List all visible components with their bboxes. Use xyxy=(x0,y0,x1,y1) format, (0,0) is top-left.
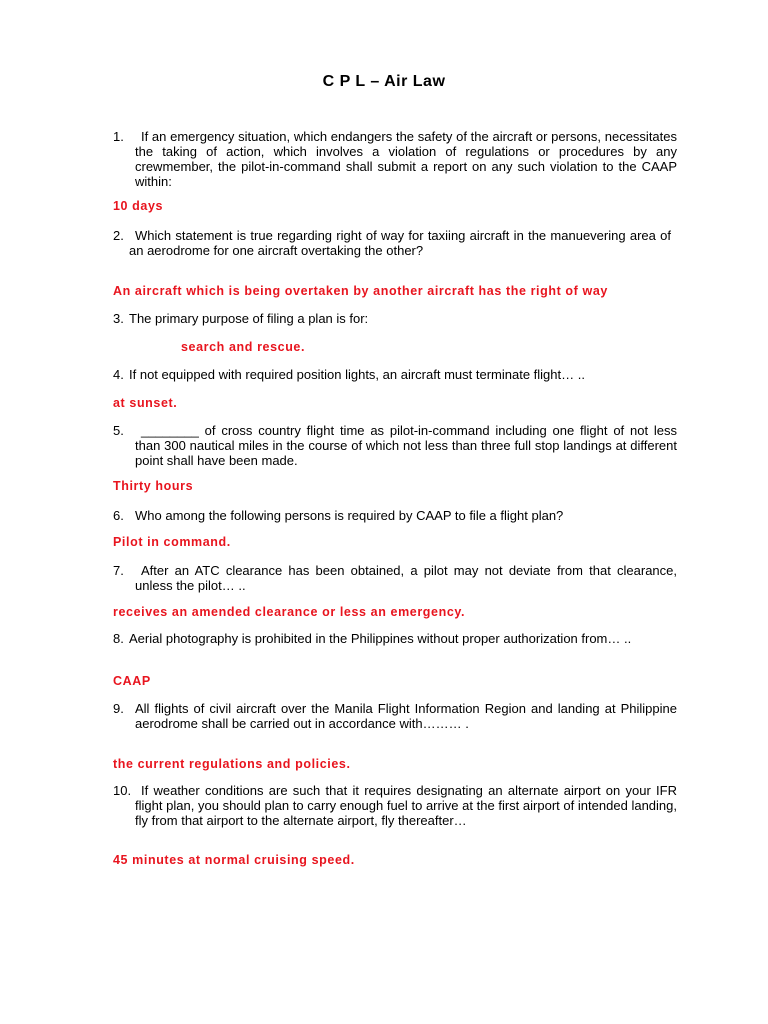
question-number: 3. xyxy=(113,311,124,326)
question-2 xyxy=(113,228,671,258)
question-text: If weather conditions are such that it requires designating an alternate airport on your IFR flight plan, you should plan to carry enough fuel to arrive at the first airport of intended landing, fly from that airport to the alternate airport, fly thereafter… xyxy=(135,783,677,828)
question-number: 8. xyxy=(113,631,124,646)
answer-6: Pilot in command. xyxy=(113,535,231,549)
question-6 xyxy=(113,508,677,523)
question-text: After an ATC clearance has been obtained, a pilot may not deviate from that clearance, unless the pilot… .. xyxy=(135,563,677,593)
question-4 xyxy=(113,367,671,382)
question-text: The primary purpose of filing a plan is for: xyxy=(129,311,369,326)
answer-5: Thirty hours xyxy=(113,479,194,493)
answer-8: CAAP xyxy=(113,674,151,688)
answer-4: at sunset. xyxy=(113,396,178,410)
question-text: All flights of civil aircraft over the Manila Flight Information Region and landing at Philippine aerodrome shall be carried out in accordance with……… . xyxy=(135,701,677,731)
question-1 xyxy=(113,129,677,189)
question-number: 5. xyxy=(113,423,124,438)
question-text: Which statement is true regarding right of way for taxiing aircraft in the manuevering area of an aerodrome for one aircraft overtaking the other? xyxy=(129,228,671,258)
answer-10: 45 minutes at normal cruising speed. xyxy=(113,853,355,867)
answer-2: An aircraft which is being overtaken by another aircraft has the right of way xyxy=(113,284,608,298)
question-3 xyxy=(113,311,671,326)
answer-9: the current regulations and policies. xyxy=(113,757,351,771)
fill-in-blank: ________ xyxy=(141,423,199,438)
question-5 xyxy=(113,423,677,468)
question-text: Aerial photography is prohibited in the Philippines without proper authorization from… .. xyxy=(129,631,632,646)
question-number: 10. xyxy=(113,783,132,798)
question-number: 9. xyxy=(113,701,124,716)
question-text: If not equipped with required position lights, an aircraft must terminate flight… .. xyxy=(129,367,585,382)
question-7 xyxy=(113,563,677,593)
question-number: 7. xyxy=(113,563,124,578)
question-9 xyxy=(113,701,677,731)
answer-3: search and rescue. xyxy=(181,340,306,354)
question-number: 1. xyxy=(113,129,124,144)
question-8 xyxy=(113,631,671,646)
answer-7: receives an amended clearance or less an emergency. xyxy=(113,605,466,619)
question-text: Who among the following persons is required by CAAP to file a flight plan? xyxy=(135,508,564,523)
question-number: 2. xyxy=(113,228,124,243)
question-10 xyxy=(113,783,677,828)
answer-1: 10 days xyxy=(113,199,164,213)
question-text: of cross country flight time as pilot-in-command including one flight of not less than 300 nautical miles in the course of which not less than three full stop landings at different point shall have been made. xyxy=(135,423,677,468)
question-number: 4. xyxy=(113,367,124,382)
page-title: C P L – Air Law xyxy=(322,73,446,90)
question-number: 6. xyxy=(113,508,124,523)
question-text: If an emergency situation, which endangers the safety of the aircraft or persons, necessitates the taking of action, which involves a violation of regulations or procedures by any crewmember, the pilot-in-command shall submit a report on any such violation to the CAAP within: xyxy=(135,129,677,189)
